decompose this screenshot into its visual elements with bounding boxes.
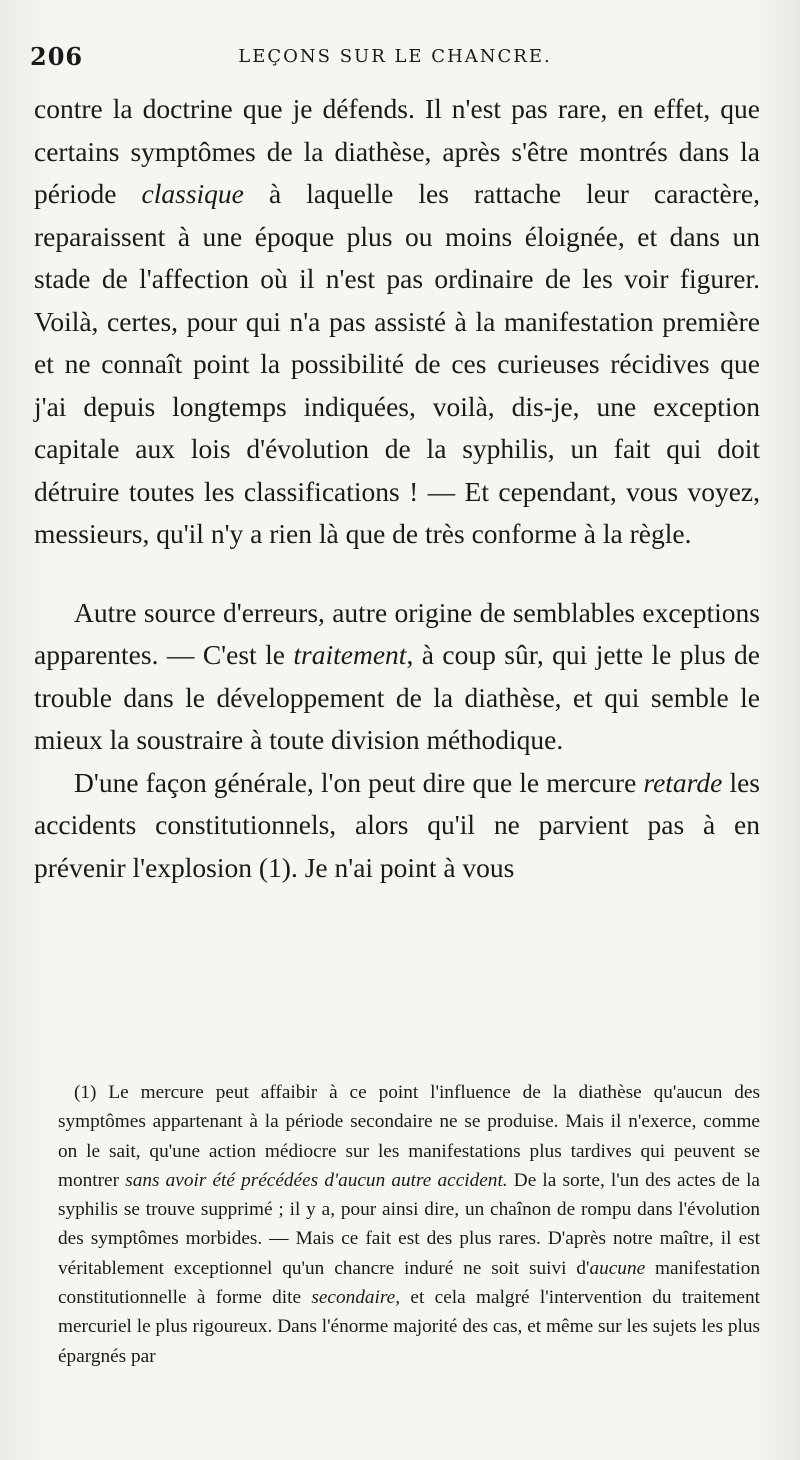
paragraph-3-text-rest: les accidents constitutionnels, alors qu'il ne parvient pas à en prévenir l'explosion (1). Je n'ai point à vous (34, 766, 760, 883)
running-title: LEÇONS SUR LE CHANCRE. (238, 46, 552, 67)
footnote-text-3: manifestation constitutionnelle à forme dite (58, 1257, 760, 1309)
footnote-paragraph (58, 1078, 760, 1371)
page-header (30, 42, 760, 76)
paragraph-2-emphasis: traitement (293, 639, 407, 670)
paragraph-2-text: Autre source d'erreurs, autre origine de semblables exceptions apparentes. — C'est le (34, 596, 760, 670)
paragraph-1-emphasis: classique (141, 178, 244, 209)
footnote-text-1: (1) Le mercure peut affaibir à ce point l'influence de la diathèse qu'aucun des symptômes appartenant à la période secondaire ne se produise. Mais il n'exerce, comme on le sait, qu'une action médiocre sur les manifestations plus tardives qui peuvent se montrer (58, 1082, 760, 1191)
footnote-emphasis-3: secondaire, (311, 1287, 401, 1309)
footnote-emphasis-2: aucune (589, 1257, 646, 1279)
footnote (58, 1078, 760, 1371)
paragraph-3 (34, 762, 760, 890)
main-text (34, 88, 760, 889)
paragraph-1-text: contre la doctrine que je défends. Il n'est pas rare, en effet, que certains symptômes de la diathèse, après s'être montrés dans la période (34, 93, 760, 209)
page-number: 206 (30, 42, 84, 71)
paragraph-1 (34, 88, 760, 556)
footnote-emphasis-1: sans avoir été précédées d'aucun autre accident. (125, 1169, 508, 1191)
paragraph-3-emphasis: retarde (643, 766, 723, 798)
paragraph-2-text-rest: , à coup sûr, qui jette le plus de trouble dans le développement de la diathèse, et qui semble le mieux la soustraire à toute division méthodique. (34, 639, 761, 755)
paragraph-2 (34, 592, 760, 762)
footnote-text-2: De la sorte, l'un des actes de la syphilis se trouve supprimé ; il y a, pour ainsi dire, un chaînon de rompu dans l'évolution des symptômes morbides. — Mais ce fait est des plus rares. D'après notre maître, il est véritablement exceptionnel qu'un chancre induré ne soit suivi d' (58, 1169, 760, 1279)
paragraph-1-text-rest: à laquelle les rattache leur caractère, reparaissent à une époque plus ou moins éloignée, et dans un stade de l'affection où il n'est pas ordinaire de les voir figurer. Voilà, certes, pour qui n'a pas assisté à la manifestation première et ne connaît point la possibilité de ces curieuses récidives que j'ai depuis longtemps indiquées, voilà, dis-je, une exception capitale aux lois d'évolution de la syphilis, un fait qui doit détruire toutes les classifications ! — Et cependant, vous voyez, messieurs, qu'il n'y a rien là que de très conforme à la règle. (34, 178, 760, 549)
paragraph-3-text: D'une façon générale, l'on peut dire que le mercure (74, 766, 644, 798)
footnote-text-4: et cela malgré l'intervention du traitement mercuriel le plus rigoureux. Dans l'énorme majorité des cas, et même sur les sujets les plus épargnés par (58, 1287, 760, 1367)
